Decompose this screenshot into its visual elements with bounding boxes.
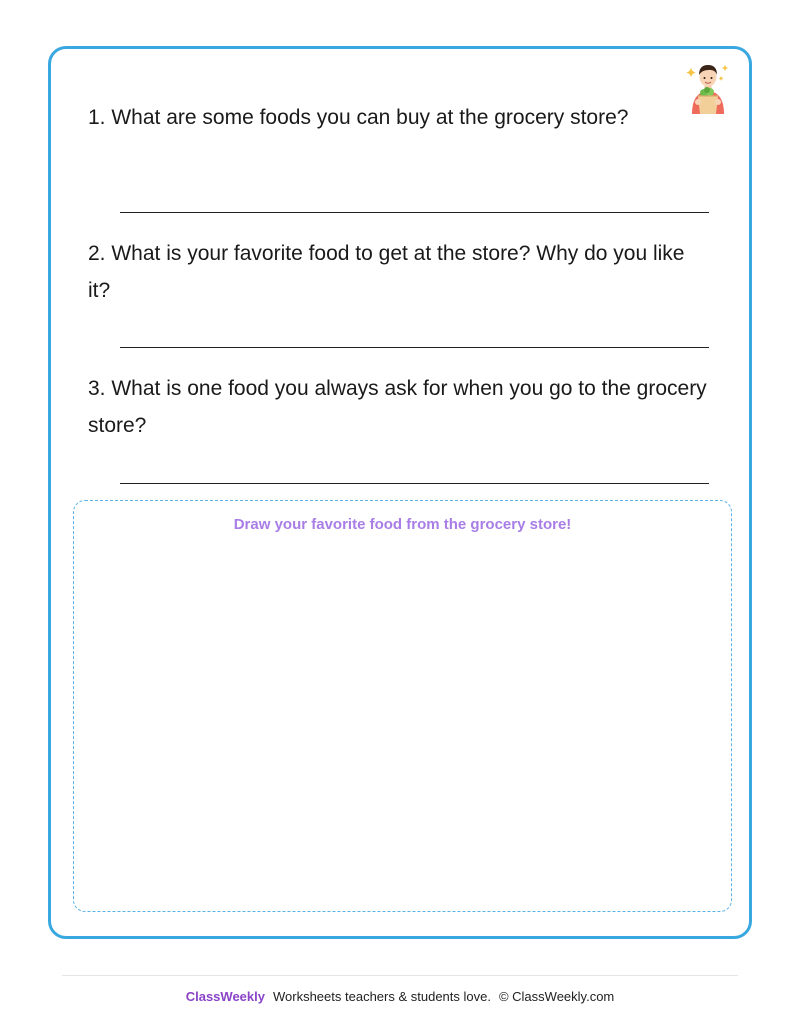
question-2-number: 2.	[88, 242, 106, 265]
footer-brand: ClassWeekly	[185, 989, 265, 1004]
drawing-prompt: Draw your favorite food from the grocery store!	[233, 516, 572, 533]
question-2	[88, 235, 708, 309]
question-1	[88, 99, 708, 136]
drawing-area[interactable]	[73, 500, 732, 912]
question-3-number: 3.	[88, 377, 106, 400]
answer-line-1[interactable]	[120, 212, 709, 213]
footer	[0, 989, 800, 1004]
footer-tagline: Worksheets teachers & students love.	[272, 989, 491, 1004]
answer-line-2[interactable]	[120, 347, 709, 348]
question-3-text: What is one food you always ask for when you go to the grocery store?	[88, 377, 707, 437]
footer-copyright: © ClassWeekly.com	[498, 989, 615, 1004]
question-1-number: 1.	[88, 106, 106, 129]
answer-line-3[interactable]	[120, 483, 709, 484]
question-3	[88, 370, 708, 444]
footer-divider	[62, 975, 738, 976]
question-2-text: What is your favorite food to get at the store? Why do you like it?	[88, 242, 685, 302]
question-1-text: What are some foods you can buy at the grocery store?	[111, 106, 629, 129]
